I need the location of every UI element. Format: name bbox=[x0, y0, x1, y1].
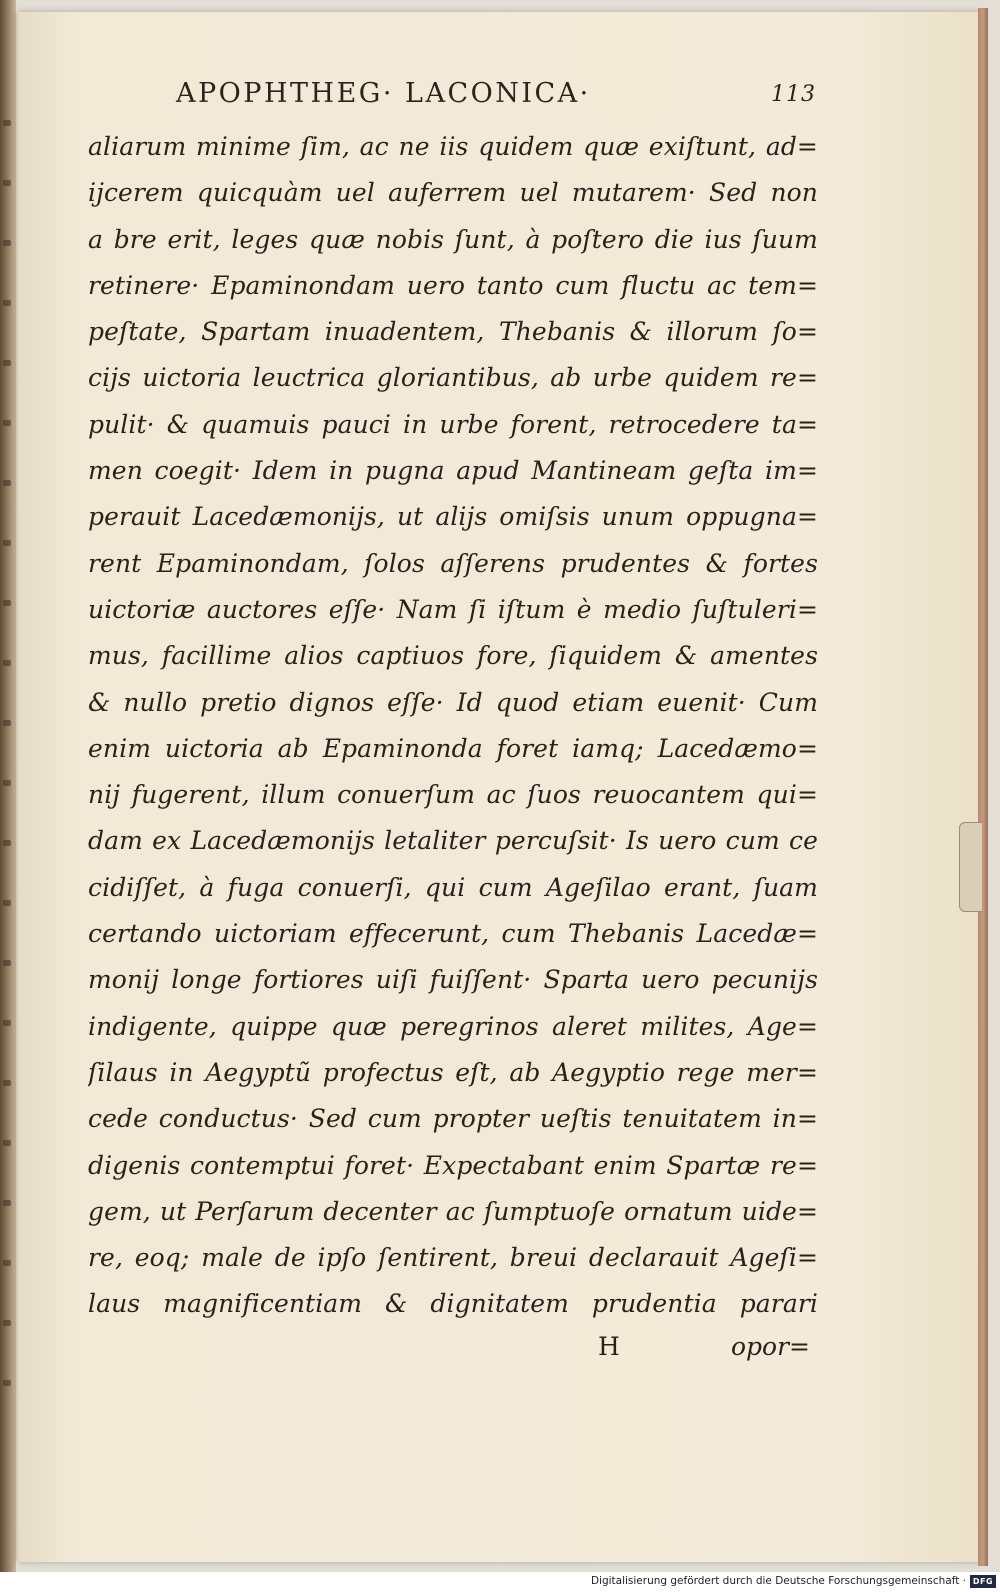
text-line: re, eoq; male de ipſo ſentirent, breui declarauit Ageſi= bbox=[88, 1243, 818, 1273]
spine-tick bbox=[3, 780, 11, 786]
spine-tick bbox=[3, 1380, 11, 1386]
dfg-logo-icon: DFG bbox=[970, 1575, 996, 1588]
spine-tick bbox=[3, 240, 11, 246]
text-line: cijs uictoria leuctrica gloriantibus, ab urbe quidem re= bbox=[88, 363, 818, 393]
spine-tick bbox=[3, 360, 11, 366]
spine-tick bbox=[3, 660, 11, 666]
page-edge-right bbox=[978, 8, 988, 1566]
text-line: certando uictoriam effecerunt, cum Thebanis Lacedæ= bbox=[88, 919, 818, 949]
text-line: ſilaus in Aegyptũ profectus eſt, ab Aegyptio rege mer= bbox=[88, 1057, 818, 1087]
text-line: aliarum minime ſim, ac ne iis quidem quæ exiſtunt, ad= bbox=[88, 132, 818, 161]
text-line: & nullo pretio dignos eſſe· Id quod etiam euenit· Cum bbox=[88, 687, 818, 717]
spine-tick bbox=[3, 600, 11, 606]
book-spine-edge bbox=[0, 0, 16, 1572]
text-line: ijcerem quicquàm uel auferrem uel mutarem· Sed non bbox=[88, 178, 818, 208]
spine-tick bbox=[3, 840, 11, 846]
spine-tick bbox=[3, 420, 11, 426]
text-line: mus, facillime alios captiuos fore, ſiquidem & amentes bbox=[88, 641, 818, 671]
body-text bbox=[88, 124, 818, 1328]
spine-tick bbox=[3, 540, 11, 546]
text-line: gem, ut Perſarum decenter ac ſumptuoſe ornatum uide= bbox=[88, 1196, 818, 1226]
text-line: nij fugerent, illum conuerſum ac ſuos reuocantem qui= bbox=[88, 780, 818, 810]
spine-tick bbox=[3, 120, 11, 126]
page-number: 113 bbox=[771, 82, 816, 107]
text-line: laus magnificentiam & dignitatem prudentia parari bbox=[88, 1289, 818, 1319]
page-tab-marker bbox=[959, 822, 982, 912]
text-line: a bre erit, leges quæ nobis ſunt, à poſtero die ius ſuum bbox=[88, 224, 818, 254]
spine-tick bbox=[3, 960, 11, 966]
spine-tick bbox=[3, 1200, 11, 1206]
spine-tick bbox=[3, 720, 11, 726]
spine-tick bbox=[3, 900, 11, 906]
text-line: pulit· & quamuis pauci in urbe forent, retrocedere ta= bbox=[88, 409, 818, 439]
book-page bbox=[18, 12, 980, 1562]
text-line: enim uictoria ab Epaminonda foret iamq; Lacedæmo= bbox=[88, 733, 818, 763]
text-line: perauit Lacedæmonijs, ut alijs omiſsis unum oppugna= bbox=[88, 502, 818, 532]
spine-tick bbox=[3, 180, 11, 186]
text-line: peſtate, Spartam inuadentem, Thebanis & illorum ſo= bbox=[88, 317, 818, 347]
text-line: digenis contemptui foret· Expectabant enim Spartæ re= bbox=[88, 1150, 818, 1180]
text-line: men coegit· Idem in pugna apud Mantineam geſta im= bbox=[88, 456, 818, 486]
spine-tick bbox=[3, 1140, 11, 1146]
footer-credit: Digitalisierung gefördert durch die Deutsche Forschungsgemeinschaft · bbox=[590, 1575, 966, 1587]
text-line: indigente, quippe quæ peregrinos aleret milites, Age= bbox=[88, 1011, 818, 1041]
running-title: APOPHTHEG· LACONICA· bbox=[176, 78, 591, 109]
text-line: cede conductus· Sed cum propter ueſtis tenuitatem in= bbox=[88, 1104, 818, 1134]
text-line: dam ex Lacedæmonijs letaliter percuſsit· Is uero cum ce bbox=[88, 826, 818, 856]
spine-tick bbox=[3, 1020, 11, 1026]
digitization-footer bbox=[0, 1572, 1000, 1592]
spine-tick bbox=[3, 1320, 11, 1326]
text-line: retinere· Epaminondam uero tanto cum fluctu ac tem= bbox=[88, 270, 818, 300]
spine-tick bbox=[3, 1260, 11, 1266]
text-line: rent Epaminondam, ſolos aſſerens prudentes & fortes bbox=[88, 548, 818, 578]
text-line: monij longe fortiores uiſi fuiſſent· Sparta uero pecunijs bbox=[88, 965, 818, 995]
text-line: uictoriæ auctores eſſe· Nam ſi iſtum è medio ſuſtuleri= bbox=[88, 594, 818, 624]
catchline bbox=[88, 1330, 818, 1370]
spine-tick bbox=[3, 1080, 11, 1086]
catchword: opor= bbox=[730, 1332, 810, 1361]
text-line: cidiſſet, à fuga conuerſi, qui cum Ageſilao erant, ſuam bbox=[88, 872, 818, 902]
spine-tick bbox=[3, 300, 11, 306]
spine-tick bbox=[3, 480, 11, 486]
page-header bbox=[176, 74, 816, 114]
signature-mark: H bbox=[598, 1332, 620, 1361]
